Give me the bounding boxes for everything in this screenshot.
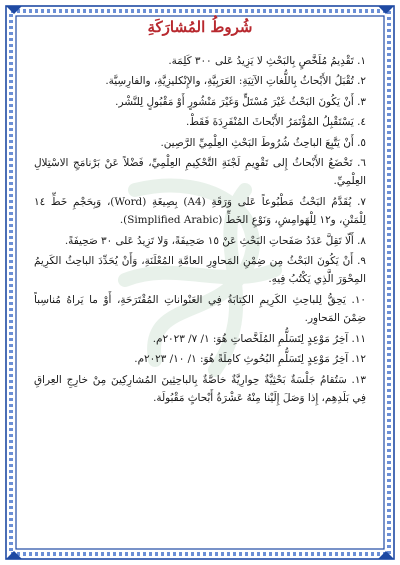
conditions-list — [34, 52, 366, 407]
list-item — [34, 232, 366, 250]
item-number: ٤. — [357, 116, 366, 129]
item-number: ٢. — [357, 75, 366, 88]
item-number: ١٣. — [351, 373, 366, 386]
item-text: يَحِقُّ لِلباحِثِ الكَرِيمِ الكِتابَةُ فِي العَنْواناتِ المُقْتَرَحَةِ، أَوْ ما يَراهُ مُناسِباً ضِمْنَ المَحاوِر. — [34, 293, 366, 325]
item-text: أَنْ يَكُونَ البَحْثُ غَيْرَ مُسْتَلٍّ وَغَيْرَ مَنْشُورٍ أَوْ مَقْبُولٍ لِلنَّشْر. — [115, 95, 354, 108]
item-text: تَخْضَعُ الأَبْحاثُ إِلى تَقْوِيمِ لَجْنَةِ التَّحْكِيمِ العِلْمِيِّ، فَضْلاً عَنْ بَرْنامَجِ الاسْتِلالِ العِلْمِيِّ. — [34, 157, 366, 188]
list-item — [34, 134, 366, 152]
item-number: ٨. — [357, 234, 366, 247]
list-item — [34, 193, 366, 230]
item-number: ١٠. — [351, 293, 366, 306]
page-title: شُروطُ المُشارَكَةِ — [147, 18, 253, 36]
list-item — [34, 371, 366, 408]
item-text: آخِرُ مَوْعِدٍ لِتَسَلُّمِ المُلَخَّصاتِ هُوَ: ١/ ٧/ ٢٠٢٣م. — [152, 332, 349, 345]
item-number: ١. — [357, 55, 366, 67]
item-text: يَسْتَقْبِلُ المُؤْتَمَرُ الأَبْحاثَ المُنْفَرِدَةَ فَقَطْ. — [185, 116, 354, 129]
item-number: ١٢. — [351, 353, 366, 366]
item-text: سَتُقامُ جَلْسَةٌ بَحْثِيَّةٌ حِوارِيَّةٌ خاصَّةٌ بِالباحِثِينَ المُشارِكِينَ مِنْ خارِجِ العِراقِ فِي بَلَدِهِم، إِذا وَصَلَ إِلَيْنا مِنْهُ عَشْرَةُ أَبْحاثٍ مَقْبُولَة. — [34, 373, 366, 404]
item-number: ١١. — [351, 332, 366, 345]
list-item — [34, 154, 366, 191]
list-item — [34, 72, 366, 90]
conditions-list-container — [34, 52, 366, 409]
list-item — [34, 350, 366, 368]
list-item — [34, 291, 366, 328]
list-item — [34, 93, 366, 111]
item-text: أَنْ يَكُونَ البَحْثُ مِن ضِمْنِ المَحاوِرِ العامَّةِ المُعْلَنَةِ، وَأَنْ يُحَدِّدَ الباحِثُ الكَرِيمُ المِحْوَرَ الَّذِي يَكْتُبُ فِيهِ. — [34, 255, 366, 286]
item-text: تَقْدِيمُ مُلَخَّصٍ بِالبَحْثِ لا يَزِيدُ عَلى ٣٠٠ كَلِمَة. — [168, 55, 354, 67]
item-text: تُقْبَلُ الأَبْحاثُ بِاللُّغاتِ الآتِيَةِ: العَرَبِيَّةِ، والإِنْكليزِيَّةِ، والفارِسِيَّة. — [105, 75, 354, 88]
item-number: ٥. — [357, 136, 366, 149]
item-text: أَلّا تَقِلَّ عَدَدُ صَفَحاتِ البَحْثِ عَنْ ١٥ صَحِيفَةً، وَلا تَزِيدُ عَلى ٣٠ صَحِيفَةً. — [64, 234, 354, 247]
item-number: ٦. — [357, 157, 366, 170]
item-text: يُقَدَّمُ البَحْثُ مَطْبُوعاً عَلى وَرَقَةِ (A4) بِصِيغَةِ (Word)، وَبِحَجْمِ خَطِّ ١٤ لِلْمَتْنِ، و١٢ لِلْهَوامِشِ، وَنَوْعِ الخَطِّ (Simplified Arabic). — [34, 195, 366, 227]
item-text: أَنْ يَتَّبِعَ الباحِثُ شُرُوطَ البَحْثِ العِلْمِيِّ الرَّصِين. — [160, 136, 354, 149]
list-item — [34, 113, 366, 131]
list-item — [34, 252, 366, 289]
list-item — [34, 330, 366, 348]
item-text: آخِرُ مَوْعِدٍ لِتَسَلُّمِ البُحُوثِ كامِلَةً هُوَ: ١/ ١٠/ ٢٠٢٣م. — [134, 353, 349, 366]
list-item — [34, 52, 366, 70]
item-number: ٧. — [357, 195, 366, 208]
item-number: ٩. — [357, 255, 366, 268]
item-number: ٣. — [357, 95, 366, 108]
